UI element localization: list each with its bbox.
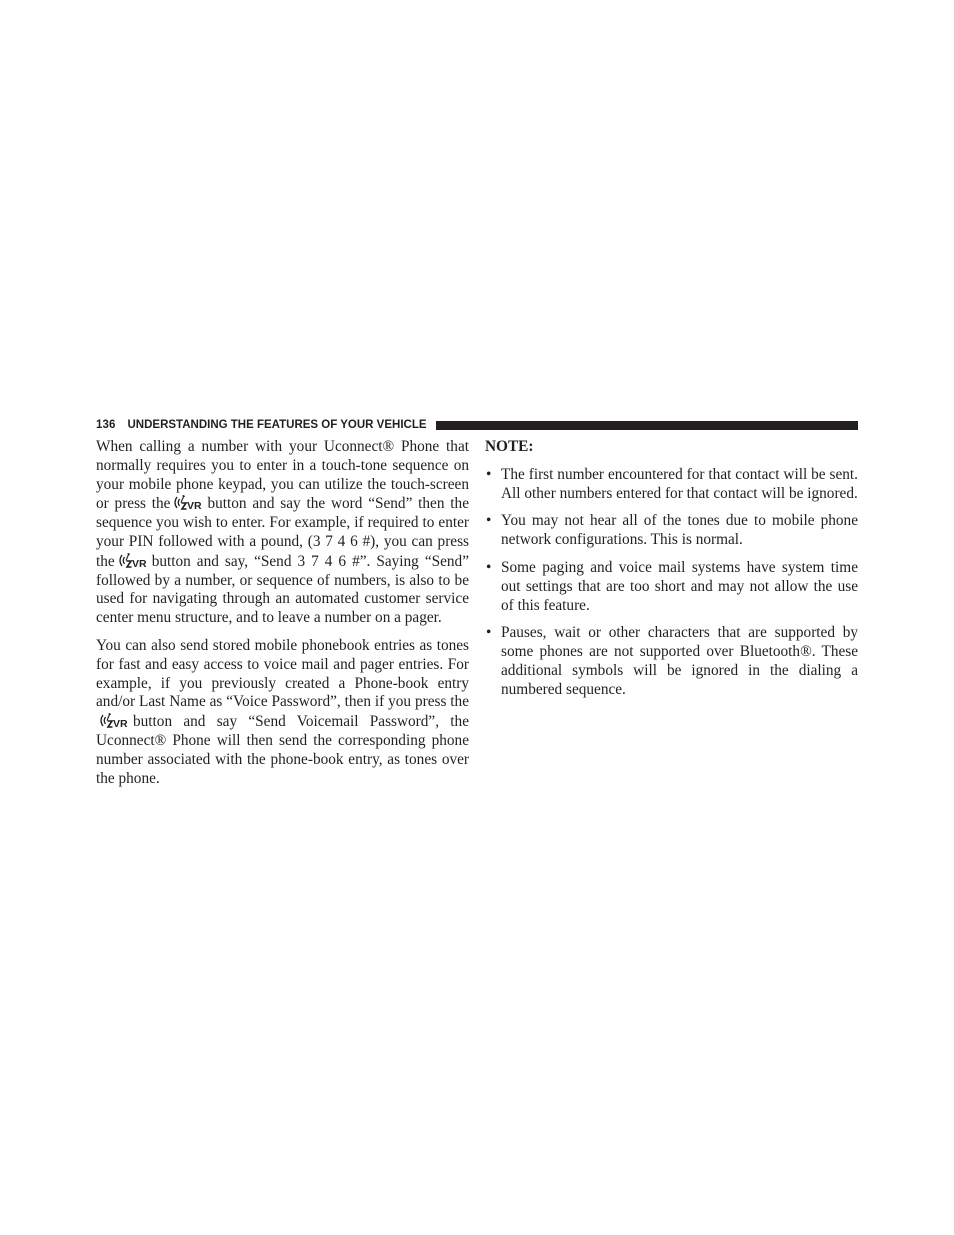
right-column — [485, 438, 858, 709]
paragraph-text: When calling a number with your Uconnect® Phone that normally requires you to enter in a touch-tone sequence on your mobile phone keypad, you can utilize the touch-screen or press the — [96, 438, 469, 513]
svg-text:VR: VR — [113, 718, 128, 730]
note-heading: NOTE: — [485, 438, 534, 455]
note-list — [485, 466, 858, 700]
note-text: Pauses, wait or other characters that are supported by some phones are not supported over Bluetooth®. These additional symbols will be ignored in the dialing a numbered sequence. — [501, 624, 858, 698]
paragraph-text: button and say “Send Voicemail Password”, the Uconnect® Phone will then send the corresponding phone number associated with the phone-book entry, as tones over the phone. — [96, 713, 469, 787]
vr-voice-command-icon — [117, 552, 151, 569]
left-column — [96, 438, 469, 797]
bullet-icon: • — [486, 512, 492, 530]
note-text: The first number encountered for that contact will be sent. All other numbers entered for that contact will be ignored. — [501, 465, 858, 502]
paragraph-send-tones — [96, 438, 469, 628]
section-title: UNDERSTANDING THE FEATURES OF YOUR VEHICLE — [127, 419, 427, 431]
vr-voice-command-icon — [172, 494, 206, 511]
header-rule-bar — [436, 421, 858, 430]
note-text: Some paging and voice mail systems have system time out settings that are too short and may not allow the use of this feature. — [501, 558, 858, 614]
note-list-item — [485, 624, 858, 699]
bullet-icon: • — [486, 558, 492, 576]
note-list-item — [485, 512, 858, 550]
note-list-item — [485, 559, 858, 615]
svg-text:VR: VR — [187, 500, 203, 512]
note-text: You may not hear all of the tones due to mobile phone network configurations. This is normal. — [501, 512, 858, 549]
svg-text:VR: VR — [131, 557, 147, 569]
page-header — [96, 417, 858, 433]
bullet-icon: • — [486, 465, 492, 483]
paragraph-text: button and say, “Send 3 7 4 6 #”. Saying “Send” followed by a number, or sequence of numbers, is also to be used for navigating through an automated customer service center menu structure, and to leave a number on a pager. — [96, 552, 469, 627]
paragraph-text: You can also send stored mobile phonebook entries as tones for fast and easy access to voice mail and pager entries. For example, if you previously created a Phone-book entry and/or Last Name as “Voice Password”, then if you press the — [96, 636, 469, 711]
note-list-item — [485, 466, 858, 504]
vr-voice-command-icon — [98, 712, 132, 729]
page-number: 136 — [96, 419, 116, 431]
paragraph-text: button and say the word “Send” then the sequence you wish to enter. For example, if required to enter your PIN followed with a pound, (3 7 4 6 #), you can press the — [96, 495, 469, 570]
bullet-icon: • — [486, 624, 492, 642]
paragraph-phonebook-tones — [96, 637, 469, 788]
